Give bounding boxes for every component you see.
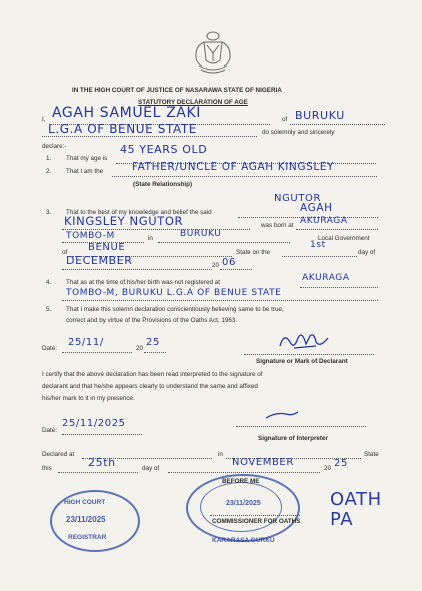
item-2-text: That I am the (66, 168, 104, 175)
age-value: 45 YEARS OLD (120, 143, 208, 156)
declared-this-label: this (42, 465, 52, 472)
item-5-line-1: That I make this solemn declaration conscientiously believing same to be true, (66, 306, 284, 313)
state-on-text: State on the (236, 249, 270, 256)
month-value: DECEMBER (66, 254, 133, 267)
item-5-number: 5. (46, 306, 52, 313)
commissioner-label: COMMISSIONER FOR OATHS (212, 518, 301, 525)
date-2-label: Date: (42, 427, 58, 434)
declared-month-line (168, 472, 320, 473)
date-2-value: 25/11/2025 (62, 418, 126, 429)
item-1-text: That my age is (66, 155, 108, 162)
form-title: STATUTORY DECLARATION OF AGE (138, 99, 248, 106)
registration-place-2: TOMBO-M, BURUKU L.G.A OF BENUE STATE (66, 288, 282, 298)
registration-line-1 (300, 287, 378, 288)
certify-line-3: his/her mark to it in my presence. (42, 395, 135, 402)
before-me-label: BEFORE ME (222, 478, 260, 485)
declared-at-label: Declared at (42, 451, 75, 458)
item-5-line-2: correct and by virtue of the Provisions of the Oaths Act, 1963. (66, 317, 238, 324)
ngutor-value: NGUTOR (274, 193, 322, 204)
left-stamp-registrar: REGISTRAR (68, 534, 107, 541)
child-name-2: KINGSLEY NGUTOR (64, 214, 184, 228)
born-text: was born at (261, 222, 294, 229)
year-suffix: 06 (222, 257, 236, 268)
certify-line-2: declarant and that he/she appears clearly to understand the same and affixed (42, 383, 258, 390)
of-text: of (62, 249, 68, 256)
local-government-text: Local Government (318, 235, 370, 242)
declared-day-of-label: day of (142, 465, 160, 472)
relationship-sublabel: (State Relationship) (133, 181, 193, 188)
item-1-number: 1. (46, 155, 52, 162)
child-name-1: AGAH (300, 202, 333, 214)
date-1-year-line (144, 352, 166, 353)
day-of-text: day of (358, 249, 376, 256)
interpreter-label: Signature of Interpreter (258, 435, 328, 442)
declarant-name: AGAH SAMUEL ZAKI (52, 105, 201, 121)
item-2-number: 2. (46, 168, 52, 175)
signature-declarant-label: Signature or Mark of Declarant (256, 358, 348, 365)
left-stamp-date: 23/11/2025 (66, 515, 106, 524)
date-2-line (62, 434, 142, 435)
year-line (220, 269, 252, 270)
commissioner-line (210, 515, 300, 516)
certify-line-1: I certify that the above declaration has been read interpreted to the signature of (42, 371, 263, 378)
date-1-year-suffix: 25 (146, 337, 160, 348)
declare-label: declare:- (42, 143, 67, 150)
place-2-value: TOMBO-M (66, 231, 115, 241)
prefix-i-label: I, (42, 116, 46, 123)
declarant-signature (276, 330, 336, 352)
declarant-signature-line (244, 354, 374, 355)
of-label: of (282, 116, 288, 123)
date-1-year-prefix: 20 (136, 345, 144, 352)
declared-month: NOVEMBER (232, 457, 294, 468)
interpreter-signature (262, 408, 302, 424)
declared-year-prefix: 20 (324, 465, 332, 472)
declared-year-suffix: 25 (334, 458, 348, 469)
born-place-line (296, 229, 378, 230)
child-name-line-2 (62, 229, 250, 230)
relationship-value: FATHER/UNCLE OF AGAH KINGSLEY (132, 161, 335, 173)
declared-in-label: in (218, 451, 223, 458)
item-4-text: That as at the time of his/her birth was not registered at (66, 279, 221, 286)
address-line-2 (42, 136, 257, 137)
solemnly-text: do solemnly and sincerely (262, 129, 335, 136)
center-stamp-date: 23/11/2025 (226, 500, 261, 507)
item-4-number: 4. (46, 279, 52, 286)
date-1-line (62, 352, 132, 353)
date-1-label: Date: (42, 345, 58, 352)
center-stamp-place: KARARASA GURKU (212, 537, 275, 544)
lga-value: BURUKU (180, 229, 222, 239)
state-value: BENUE (88, 242, 126, 253)
left-stamp-title: HIGH COURT (64, 499, 106, 506)
item-3-number: 3. (46, 209, 52, 216)
year-prefix: 20 (212, 262, 220, 269)
address-1-value: BURUKU (295, 109, 345, 122)
day-value: 1st (310, 240, 326, 250)
relationship-line (112, 176, 377, 177)
in-text: in (148, 235, 153, 242)
address-2-value: L.G.A OF BENUE STATE (48, 122, 197, 136)
interpreter-signature-line (236, 426, 366, 427)
day-line (282, 256, 357, 257)
coat-of-arms-emblem (190, 28, 236, 78)
declared-day-line (58, 472, 138, 473)
registration-line-2 (62, 300, 378, 301)
margin-note: OATH PA (330, 489, 382, 530)
item-3-text: That to the best of my knowledge and belief the said (66, 209, 212, 216)
lga-line (158, 242, 290, 243)
month-line (62, 269, 212, 270)
date-1-daymonth: 25/11/ (68, 337, 104, 348)
declared-day: 25th (88, 456, 116, 469)
declared-state-label: State (364, 451, 379, 458)
born-place: AKURAGA (300, 216, 348, 226)
address-line-1 (290, 124, 385, 125)
court-title: IN THE HIGH COURT OF JUSTICE OF NASARAWA STATE OF NIGERIA (72, 87, 282, 94)
registration-place-1: AKURAGA (302, 273, 350, 283)
